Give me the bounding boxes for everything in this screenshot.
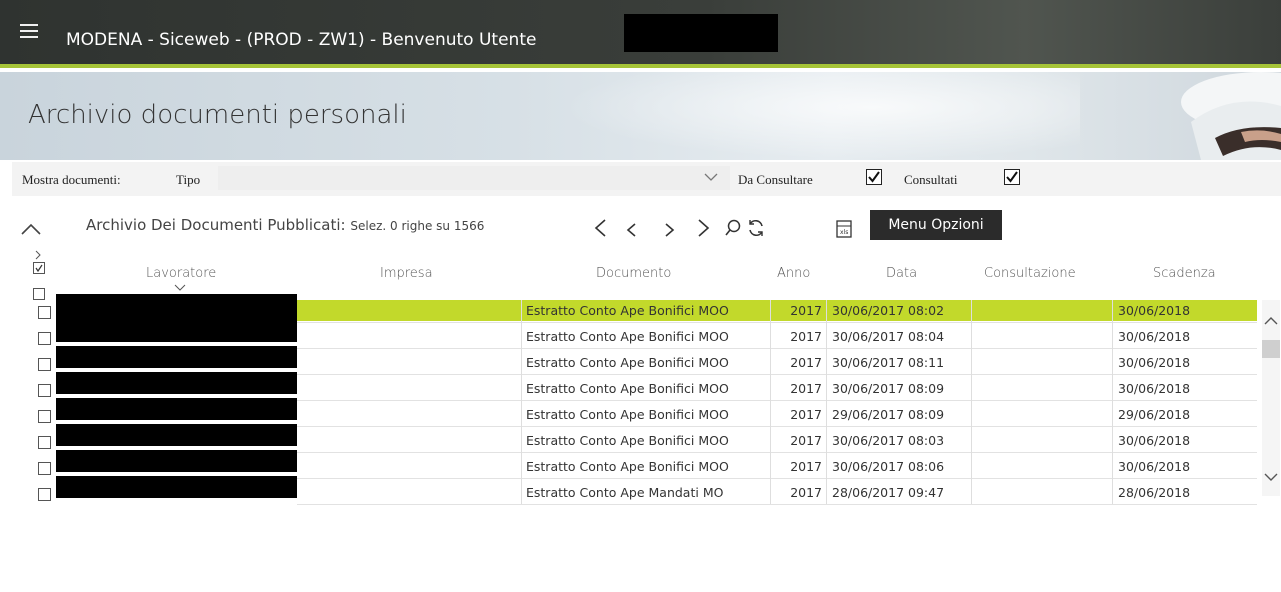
redacted-worker-name [56, 294, 297, 321]
row-checkbox[interactable] [38, 410, 51, 423]
column-header-consultazione[interactable]: Consultazione [984, 266, 1076, 281]
search-icon[interactable] [724, 219, 742, 237]
row-divider [297, 400, 1257, 401]
vertical-scrollbar[interactable] [1262, 300, 1280, 496]
redacted-worker-name [56, 372, 297, 394]
show-documents-label: Mostra documenti: [22, 172, 121, 187]
cell-scadenza: 30/06/2018 [1118, 355, 1191, 370]
row-checkbox[interactable] [38, 436, 51, 449]
row-checkbox[interactable] [38, 384, 51, 397]
cell-anno: 2017 [790, 381, 822, 396]
redacted-worker-name [56, 424, 297, 446]
cell-scadenza: 30/06/2018 [1118, 459, 1191, 474]
column-header-lavoratore[interactable]: Lavoratore [146, 266, 217, 281]
last-page-icon[interactable] [697, 218, 711, 238]
next-page-icon[interactable] [664, 222, 676, 238]
column-divider [770, 300, 771, 504]
cell-data: 30/06/2017 08:06 [832, 459, 945, 474]
grid-title [86, 216, 484, 234]
grid-title-text: Archivio Dei Documenti Pubblicati: [86, 216, 346, 234]
cell-scadenza: 30/06/2018 [1118, 303, 1191, 318]
checkmark-icon [867, 170, 881, 184]
cell-scadenza: 29/06/2018 [1118, 407, 1191, 422]
cell-documento: Estratto Conto Ape Bonifici MOO [526, 303, 729, 318]
cell-anno: 2017 [790, 459, 822, 474]
row-divider [297, 504, 1257, 505]
column-header-documento[interactable]: Documento [596, 266, 672, 281]
hamburger-menu-icon[interactable] [20, 24, 38, 38]
column-divider [971, 300, 972, 504]
scroll-down-icon[interactable] [1264, 472, 1278, 482]
cell-data: 29/06/2017 08:09 [832, 407, 945, 422]
app-titlebar [0, 0, 1281, 68]
row-divider [297, 426, 1257, 427]
checkmark-icon [34, 263, 44, 273]
chevron-down-icon[interactable] [704, 172, 718, 182]
row-checkbox[interactable] [38, 332, 51, 345]
column-divider [1112, 300, 1113, 504]
cell-scadenza: 28/06/2018 [1118, 485, 1191, 500]
cell-data: 30/06/2017 08:09 [832, 381, 945, 396]
redacted-worker-name [56, 398, 297, 420]
cell-anno: 2017 [790, 485, 822, 500]
previous-page-icon[interactable] [625, 222, 637, 238]
row-divider [297, 322, 1257, 323]
cell-documento: Estratto Conto Ape Bonifici MOO [526, 381, 729, 396]
cell-data: 30/06/2017 08:11 [832, 355, 945, 370]
worker-helmet-image [1141, 72, 1281, 160]
cell-scadenza: 30/06/2018 [1118, 329, 1191, 344]
row-checkbox[interactable] [38, 306, 51, 319]
cell-data: 28/06/2017 09:47 [832, 485, 945, 500]
banner-glow [560, 72, 1080, 160]
select-all-checkbox[interactable] [33, 262, 45, 274]
cell-anno: 2017 [790, 407, 822, 422]
column-header-scadenza[interactable]: Scadenza [1153, 266, 1216, 281]
collapse-chevron-up-icon[interactable] [20, 222, 42, 236]
row-divider [297, 374, 1257, 375]
sort-chevron-down-icon[interactable] [174, 284, 186, 292]
accent-bar [0, 64, 1281, 68]
cell-data: 30/06/2017 08:03 [832, 433, 945, 448]
column-divider [521, 300, 522, 504]
row-divider [297, 478, 1257, 479]
cell-documento: Estratto Conto Ape Bonifici MOO [526, 329, 729, 344]
cell-scadenza: 30/06/2018 [1118, 433, 1191, 448]
app-title: MODENA - Siceweb - (PROD - ZW1) - Benvenuto Utente [66, 30, 537, 50]
cell-documento: Estratto Conto Ape Bonifici MOO [526, 355, 729, 370]
cell-anno: 2017 [790, 329, 822, 344]
redacted-worker-name [56, 476, 297, 498]
redacted-username [624, 14, 778, 52]
options-menu-button[interactable]: Menu Opzioni [870, 210, 1002, 240]
first-page-icon[interactable] [593, 218, 607, 238]
row-divider [297, 348, 1257, 349]
consulted-label: Consultati [904, 172, 958, 187]
expand-chevron-right-icon[interactable] [34, 250, 42, 260]
filter-row-checkbox[interactable] [33, 288, 45, 300]
refresh-icon[interactable] [746, 218, 766, 238]
export-excel-icon[interactable] [836, 220, 852, 238]
row-checkbox[interactable] [38, 462, 51, 475]
page-title: Archivio documenti personali [28, 100, 407, 130]
checkmark-icon [1005, 170, 1019, 184]
column-header-data[interactable]: Data [886, 266, 918, 281]
selection-count: Selez. 0 righe su 1566 [350, 219, 485, 233]
cell-scadenza: 30/06/2018 [1118, 381, 1191, 396]
redacted-worker-name [56, 450, 297, 472]
cell-anno: 2017 [790, 433, 822, 448]
redacted-worker-name [56, 320, 297, 342]
cell-documento: Estratto Conto Ape Mandati MO [526, 485, 724, 500]
scroll-up-icon[interactable] [1264, 316, 1278, 326]
row-checkbox[interactable] [38, 488, 51, 501]
cell-documento: Estratto Conto Ape Bonifici MOO [526, 459, 729, 474]
cell-data: 30/06/2017 08:04 [832, 329, 945, 344]
svg-text:xls: xls [840, 229, 849, 236]
cell-anno: 2017 [790, 355, 822, 370]
cell-documento: Estratto Conto Ape Bonifici MOO [526, 407, 729, 422]
type-select[interactable] [218, 166, 730, 190]
redacted-worker-name [56, 346, 297, 368]
type-label: Tipo [176, 172, 201, 187]
column-divider [826, 300, 827, 504]
scrollbar-thumb[interactable] [1262, 340, 1280, 358]
to-consult-checkbox[interactable] [866, 169, 882, 185]
row-divider [297, 452, 1257, 453]
column-header-anno[interactable]: Anno [777, 266, 811, 281]
cell-anno: 2017 [790, 303, 822, 318]
row-checkbox[interactable] [38, 358, 51, 371]
cell-data: 30/06/2017 08:02 [832, 303, 945, 318]
column-header-impresa[interactable]: Impresa [380, 266, 433, 281]
consulted-checkbox[interactable] [1004, 169, 1020, 185]
cell-documento: Estratto Conto Ape Bonifici MOO [526, 433, 729, 448]
to-consult-label: Da Consultare [738, 172, 813, 187]
